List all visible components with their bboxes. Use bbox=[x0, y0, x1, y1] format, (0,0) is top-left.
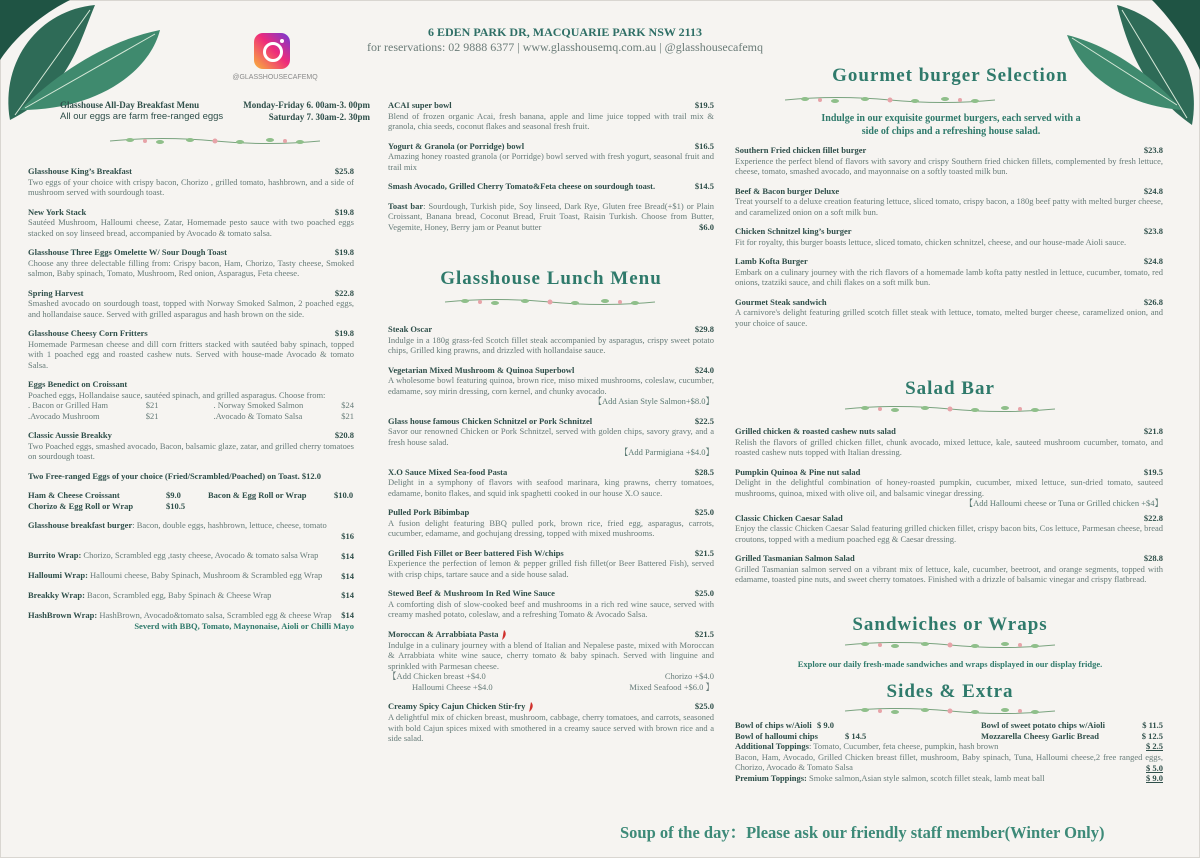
menu-item: Pulled Pork Bibimbap $25.0 A fusion delight featuring BBQ pulled pork, brown rice, fried egg, asparagus, carrots, cucumber, edamame, and gochujang dressing, topped with mixed mushrooms. bbox=[388, 507, 714, 538]
burger-column bbox=[735, 145, 1163, 337]
salad-column bbox=[735, 426, 1163, 594]
sauces-note: Severd with BBQ, Tomato, Maynonaise, Aioli or Chilli Mayo bbox=[134, 620, 354, 631]
soup-of-the-day: Soup of the day：Please ask our friendly staff member(Winter Only) bbox=[620, 823, 1105, 842]
menu-item: X.O Sauce Mixed Sea-food Pasta $28.5 Delight in a symphony of flavors with seafood marinara, king prawns, cherry tomatoes, edamame, bonito flakes, and squid ink spaghetti cooked in our house X.O sauce. bbox=[388, 466, 714, 498]
rolls-list: Ham & Cheese Croissant $9.0 Bacon & Egg Roll or Wrap $10.0 Chorizo & Egg Roll or Wrap $10.5 bbox=[28, 490, 354, 511]
address: 6 EDEN PARK DR, MACQUARIE PARK NSW 2113 bbox=[427, 25, 702, 39]
chili-icon bbox=[501, 630, 507, 640]
menu-item: Yogurt & Granola (or Porridge) bowl $16.5 Amazing honey roasted granola (or Porridge) bowl served with fresh yogurt, seasonal fruit and trail mix bbox=[388, 140, 714, 172]
weekend-hours: Saturday 7. 30am-2. 30pm bbox=[268, 112, 370, 122]
menu-item: Vegetarian Mixed Mushroom & Quinoa Superbowl $24.0 A wholesome bowl featuring quinoa, brown rice, miso mixed mushrooms, coleslaw, cucumber, edamame, soy mirin dressing, corn kernel, and chunky avocado. 【Add Asian Style Salmon+$8.0】 bbox=[388, 364, 714, 406]
wrap-item: Burrito Wrap: Chorizo, Scrambled egg ,tasty cheese, Avocado & tomato salsa Wrap $14 bbox=[28, 550, 354, 561]
chili-icon bbox=[528, 702, 534, 712]
menu-item: Creamy Spicy Cajun Chicken Stir-fry $25.0 A delightful mix of chicken breast, mushroom, cabbage, cherry tomatoes, and carrots, seasoned with bold Cajun spices mixed with smothered in a creamy sauce served with brown rice and a side salad. bbox=[388, 701, 714, 744]
breakfast-header bbox=[60, 99, 370, 123]
vine-divider-icon bbox=[110, 136, 320, 146]
sides-title: Sides & Extra bbox=[886, 681, 1014, 702]
menu-item: Spring Harvest $22.8 Smashed avocado on sourdough toast, topped with Norway Smoked Salmon, 2 poached eggs, and hollandaise sauce. Served with grilled asparagus and hash brown on the side. bbox=[28, 287, 354, 319]
lunch-column bbox=[388, 324, 714, 753]
breakfast-title: Glasshouse All-Day Breakfast Menu bbox=[60, 100, 200, 110]
menu-item: Grilled Tasmanian Salmon Salad $28.8 Grilled Tasmanian salmon served on a vibrant mix of lettuce, kale, cucumber, beetroot, and orange segments, topped with edamame, toasted pine nuts, and sweet cherry tomatoes. Finished with a drizzle of balsamic vinegar and crispy flatbread. bbox=[735, 553, 1163, 584]
brunch-column bbox=[388, 100, 714, 242]
menu-item-moroccan: Moroccan & Arrabbiata Pasta $21.5 Indulge in a culinary journey with a blend of Italian and Nepalese paste, mixed with Moroccan & Arrabbiata white wine sauce, cherry tomato & baby spinach. Served with linguine and sprinkled with Parmesan cheese. 【Add Chicken breast +$4.0 Chorizo +$4.0 Halloumi Cheese +$4.0 Mixed Seafood +$6.0 】 bbox=[388, 628, 714, 692]
menu-item: Glasshouse King’s Breakfast $25.8 Two eggs of your choice with crispy bacon, Chorizo , grilled tomato, hashbrown, and a side of mushroom served with sourdough toast. bbox=[28, 166, 354, 197]
menu-item: Beef & Bacon burger Deluxe $24.8 Treat yourself to a deluxe creation featuring lettuce, sliced tomato, crispy bacon, a 180g beef patty with melted burger cheese, and caramelized onion on a soft milk bun. bbox=[735, 185, 1163, 217]
menu-item: Lamb Kofta Burger $24.8 Embark on a culinary journey with the rich flavors of a homemade lamb kofta patty nestled in lettuce, cucumber, tomato, red onions, tzatziki sauce, and chili flakes on a soft milk bun. bbox=[735, 256, 1163, 287]
menu-item: ACAI super bowl $19.5 Blend of frozen organic Acai, fresh banana, apple and lime juice topped with trail mix & granola, chia seeds, coconut flakes and seasonal fresh fruit. bbox=[388, 100, 714, 131]
breakfast-column bbox=[28, 166, 354, 631]
salad-title: Salad Bar bbox=[905, 378, 995, 399]
menu-item: Glasshouse Three Eggs Omelette W/ Sour Dough Toast $19.8 Choose any three delectable filling from: Crispy bacon, Ham, Chorizo, Tasty cheese, Smoked salmon, Baby spinach, Tomato, Mushroom, Red onion, Asparagus, Feta cheese. bbox=[28, 247, 354, 278]
wrap-item: Glasshouse breakfast burger: Bacon, double eggs, hashbrown, lettuce, cheese, tomato $16 bbox=[28, 520, 354, 541]
vine-divider-icon bbox=[845, 404, 1055, 414]
wrap-item: HashBrown Wrap: HashBrown, Avocado&tomato salsa, Scrambled egg & cheese Wrap $14 Severd with BBQ, Tomato, Maynonaise, Aioli or Chilli Mayo bbox=[28, 609, 354, 631]
menu-item: Grilled chicken & roasted cashew nuts salad $21.8 Relish the flavors of grilled chicken fillet, chunk avocado, mixed lettuce, kale, sauteed mushroom cucumber, tomato, and roasted cashew nuts topped with Italian dressing. bbox=[735, 426, 1163, 457]
menu-item: New York Stack $19.8 Sautéed Mushroom, Halloumi cheese, Zatar, Homemade pesto sauce with two poached eggs stacked on soy linseed bread, accompanied by Avocado & tomato salsa. bbox=[28, 206, 354, 238]
sandwiches-desc: Explore our daily fresh-made sandwiches and wraps displayed in our display fridge. bbox=[797, 659, 1103, 669]
menu-item: Smash Avocado, Grilled Cherry Tomato&Feta cheese on sourdough toast. $14.5 bbox=[388, 181, 714, 191]
menu-item-benedict: Eggs Benedict on Croissant Poached eggs, Hollandaise sauce, sautéed spinach, and grilled asparagus. Choose from: . Bacon or Grilled Ham $21 . Norway Smoked Salmon $24 .Avocado Mushroom $21 .Avocado & Tomato Salsa $21 bbox=[28, 379, 354, 421]
menu-item: Classic Aussie Breakky $20.8 Two Poached eggs, smashed avocado, Bacon, balsamic glaze, zatar, and grilled cherry tomatoes on sourdough toast. bbox=[28, 430, 354, 461]
burger-title: Gourmet burger Selection bbox=[832, 65, 1068, 86]
menu-item: Southern Fried chicken fillet burger $23.8 Experience the perfect blend of flavors with savory and crispy Southern fried chicken fillets, complemented by fresh lettuce, cheese, tomato, smashed avocado, and mayonnaise on a softly toasted milk bun. bbox=[735, 145, 1163, 176]
lunch-title: Glasshouse Lunch Menu bbox=[440, 268, 662, 289]
sandwiches-title: Sandwiches or Wraps bbox=[852, 614, 1048, 635]
vine-divider-icon bbox=[785, 95, 995, 105]
menu-item: Glasshouse Cheesy Corn Fritters $19.8 Homemade Parmesan cheese and dill corn fritters stacked with sautéed baby spinach, topped with 1 poached egg and roasted cashew nuts. Served with house-made Avocado & tomato Salsa. bbox=[28, 328, 354, 370]
wrap-item: Halloumi Wrap: Halloumi cheese, Baby Spinach, Mushroom & Scrambled egg Wrap $14 bbox=[28, 570, 354, 581]
burger-intro: Indulge in our exquisite gourmet burgers, each served with a side of chips and a refreshing house salad. bbox=[821, 113, 1081, 137]
instagram-handle: @GLASSHOUSECAFEMQ bbox=[232, 74, 318, 81]
toast-bar: Toast bar: Sourdough, Turkish pide, Soy linseed, Dark Rye, Gluten free Bread(+$1) or Plain Croissant, Banana bread, Coconut Bread, Fruit Toast, Raisin Turkish. Choose from Butter, Vegemite, Honey, Berry jam or Peanut butter $6.0 bbox=[388, 200, 714, 232]
menu-item: Classic Chicken Caesar Salad $22.8 Enjoy the classic Chicken Caesar Salad featuring grilled chicken fillet, crispy bacon bits, Cos lettuce, Parmesan cheese, bread croutons, topped with a medium poached egg & Caesar dressing. bbox=[735, 512, 1163, 544]
menu-item: Two Free-ranged Eggs of your choice (Fried/Scrambled/Poached) on Toast. $12.0 bbox=[28, 470, 321, 481]
vine-divider-icon bbox=[845, 706, 1055, 716]
menu-item: Gourmet Steak sandwich $26.8 A carnivore's delight featuring grilled scotch fillet steak with lettuce, tomato, melted burger cheese, caramelized onion, and your choice of sauce. bbox=[735, 296, 1163, 328]
reservations-line: for reservations: 02 9888 6377 | www.glasshousemq.com.au | @glasshousecafemq bbox=[367, 40, 763, 54]
menu-item: Grilled Fish Fillet or Beer battered Fish W/chips $21.5 Experience the perfection of lemon & pepper grilled fish fillet(or Beer Battered Fish), served with crisp chips, tartare sauce and a side house salad. bbox=[388, 547, 714, 579]
instagram-icon[interactable] bbox=[254, 33, 290, 69]
menu-item: Glass house famous Chicken Schnitzel or Pork Schnitzel $22.5 Savor our renowned Chicken or Pork Schnitzel, served with golden chips, savory gravy, and a fresh house salad. 【Add Parmigiana +$4.0】 bbox=[388, 415, 714, 457]
sides-column: Bowl of chips w/Aioli $ 9.0 Bowl of sweet potato chips w/Aioli $ 11.5 Bowl of halloumi chips $ 14.5 Mozzarella Cheesy Garlic Bread $ 12.5 Additional Toppings: Tomato, Cucumber, feta cheese, pumpkin, hash brown $ 2.5 Bacon, Ham, Avocado, Grilled Chicken breast fillet, mushroom, Baby spinach, Tuna, Halloumi cheese,2 free ranged eggs, Chorizo, Avocado & Tomato Salsa $ 5.0 Premium Toppings: Smoke salmon,Asian style salmon, scotch fillet steak, lamb meat ball $ 9.0 bbox=[735, 720, 1163, 783]
menu-item: Chicken Schnitzel king’s burger $23.8 Fit for royalty, this burger boasts lettuce, sliced tomato, chicken schnitzel, cheese, and our house-made Aioli sauce. bbox=[735, 226, 1163, 247]
menu-item: Stewed Beef & Mushroom In Red Wine Sauce $25.0 A comforting dish of slow-cooked beef and mushrooms in a rich red wine sauce, served with creamy mashed potato, coleslaw, and a refreshing Tomato & Avocado Salsa. bbox=[388, 588, 714, 619]
menu-item: Pumpkin Quinoa & Pine nut salad $19.5 Delight in the delightful combination of honey-roasted pumpkin, cucumber, mixed lettuce, sun-dried tomato, sauteed mushrooms, quinoa, mixed with olive oil, and balsamic vinegar dressing. 【Add Halloumi cheese or Tuna or Grilled chicken +$4】 bbox=[735, 466, 1163, 508]
vine-divider-icon bbox=[445, 297, 655, 307]
eggs-note: All our eggs are farm free-ranged eggs bbox=[60, 111, 224, 122]
vine-divider-icon bbox=[845, 640, 1055, 650]
menu-item: Steak Oscar $29.8 Indulge in a 180g grass-fed Scotch fillet steak accompanied by asparagus, crispy sweet potato chips, Grilled king prawns, and drizzled with hollandaise sauce. bbox=[388, 324, 714, 355]
weekday-hours: Monday-Friday 6. 00am-3. 00pm bbox=[243, 100, 370, 110]
wrap-item: Breakky Wrap: Bacon, Scrambled egg, Baby Spinach & Cheese Wrap $14 bbox=[28, 590, 354, 600]
